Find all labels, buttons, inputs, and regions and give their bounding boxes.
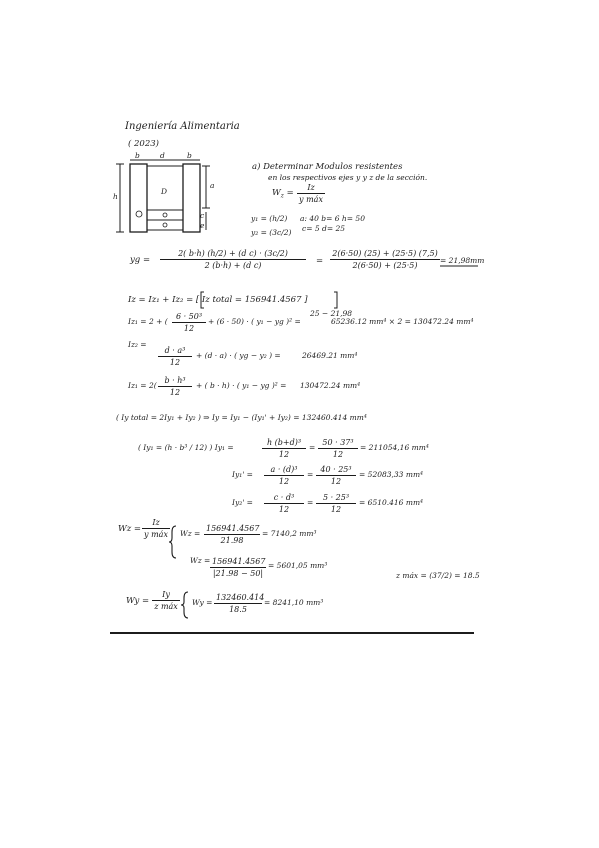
iz2-lhs: Iz₂ = [128, 340, 147, 349]
iy1-result: = 211054,16 mm⁴ [360, 443, 429, 452]
iz1-middle: + (6 · 50) · ( y₁ − yg )² = [208, 317, 301, 326]
page-bottom-rule [110, 632, 474, 634]
param-y1: y₁ = (h/2) [251, 214, 288, 223]
wy-fraction: Iy z máx [152, 590, 180, 611]
task-formula-fraction: Iz y máx [297, 183, 325, 204]
label-b-left: b [135, 151, 140, 160]
wy-value-fraction: 132460.414 18.5 [216, 593, 265, 614]
wz-fraction: Iz y máx [142, 518, 170, 539]
wy-lhs: Wy = [126, 596, 150, 606]
iz1b-lhs: Iz₁ = 2( [128, 381, 157, 390]
document-year: ( 2023) [128, 139, 159, 149]
zmax-line: z máx = (37/2) = 18.5 [396, 571, 480, 580]
param-row-2: c= 5 d= 25 [302, 224, 346, 233]
iy1p-result: = 52083,33 mm⁴ [359, 470, 424, 479]
wy-result: = 8241,10 mm³ [264, 598, 324, 607]
label-c-top: c [200, 211, 205, 220]
iz1b-result: 130472.24 mm⁴ [300, 381, 361, 390]
yg-lhs: yg = [130, 255, 151, 265]
iy1p-numeric-fraction: 40 · 25³ 12 [316, 465, 356, 486]
iz2-fraction: d · a³ 12 [158, 346, 192, 367]
iz1-annotation: 25 − 21,98 [310, 309, 353, 318]
iz1-lhs: Iz₁ = 2 + ( [128, 317, 168, 326]
wz-lhs: Wz = [118, 524, 142, 534]
task-formula-lhs: $W_z$ = [272, 188, 294, 200]
label-D: D [161, 187, 168, 196]
task-line-2: en los respectivos ejes y y z de la sección. [268, 173, 428, 182]
task-line-1: a) Determinar Modulos resistentes [252, 162, 403, 172]
param-y2: y₂ = (3c/2) [251, 228, 292, 237]
wz-1-lhs: Wz = [180, 529, 201, 538]
iz1-result: 65236.12 mm⁴ × 2 = 130472.24 mm⁴ [331, 317, 474, 326]
iz2-result: 26469.21 mm⁴ [302, 351, 358, 360]
iz2-middle: + (d · a) · ( yg − y₂ ) = [196, 351, 281, 360]
iy2-result: = 6510.416 mm⁴ [359, 498, 424, 507]
iy1p-equals: = [307, 470, 314, 479]
iz1-fraction: 6 · 50³ 12 [172, 312, 206, 333]
iy2-numeric-fraction: 5 · 25³ 12 [316, 493, 356, 514]
iz1b-fraction: b · h³ 12 [158, 376, 192, 397]
label-d: d [160, 151, 165, 160]
wz-2-fraction: 156941.4567 |21.98 − 50| [212, 557, 266, 578]
iz1b-middle: + ( b · h) · ( y₁ − yg )² = [196, 381, 287, 390]
iy1p-fraction: a · (d)³ 12 [264, 465, 304, 486]
iy2-equals: = [307, 498, 314, 507]
yg-numeric-fraction: 2(6·50) (25) + (25·5) (7,5) 2(6·50) + (25·5) [330, 249, 440, 270]
wy-value-lhs: Wy = [192, 598, 213, 607]
label-a: a [210, 181, 215, 190]
iy1-fraction: h (b+d)³ 12 [262, 438, 306, 459]
param-row-1: a: 40 b= 6 h= 50 [300, 214, 365, 223]
wz-1-fraction: 156941.4567 21.98 [206, 524, 260, 545]
iy1p-lhs: Iy₁' = [232, 470, 253, 479]
iy2-fraction: c · d³ 12 [264, 493, 304, 514]
iy1-lhs: ( Iy₁ = (h · b³ / 12) ) Iy₁ = [138, 443, 234, 452]
label-e: e [200, 221, 205, 230]
yg-result: = 21,98mm [440, 256, 485, 265]
yg-equals: = [316, 256, 324, 266]
wz-1-result: = 7140,2 mm³ [262, 529, 317, 538]
document-title: Ingeniería Alimentaria [125, 121, 240, 132]
yg-fraction: 2( b·h) (h/2) + (d c) · (3c/2) 2 (b·h) + (d c) [160, 249, 306, 270]
wz-2-lhs: Wz = [190, 556, 211, 565]
iy2-lhs: Iy₂' = [232, 498, 253, 507]
label-h: h [113, 192, 118, 201]
iz-total-line: Iz = Iz₁ + Iz₂ = [ Iz total = 156941.4567 ] [128, 295, 308, 305]
iy-total-line: ( Iy total = 2Iy₁ + Iy₂ ) ⇒ Iy = Iy₁ − (Iy₁' + Iy₂) = 132460.414 mm⁴ [116, 413, 367, 422]
iy1-numeric-fraction: 50 · 37³ 12 [318, 438, 358, 459]
label-b-right: b [187, 151, 192, 160]
iy1-equals: = [309, 443, 316, 452]
wz-2-result: = 5601,05 mm³ [268, 561, 328, 570]
